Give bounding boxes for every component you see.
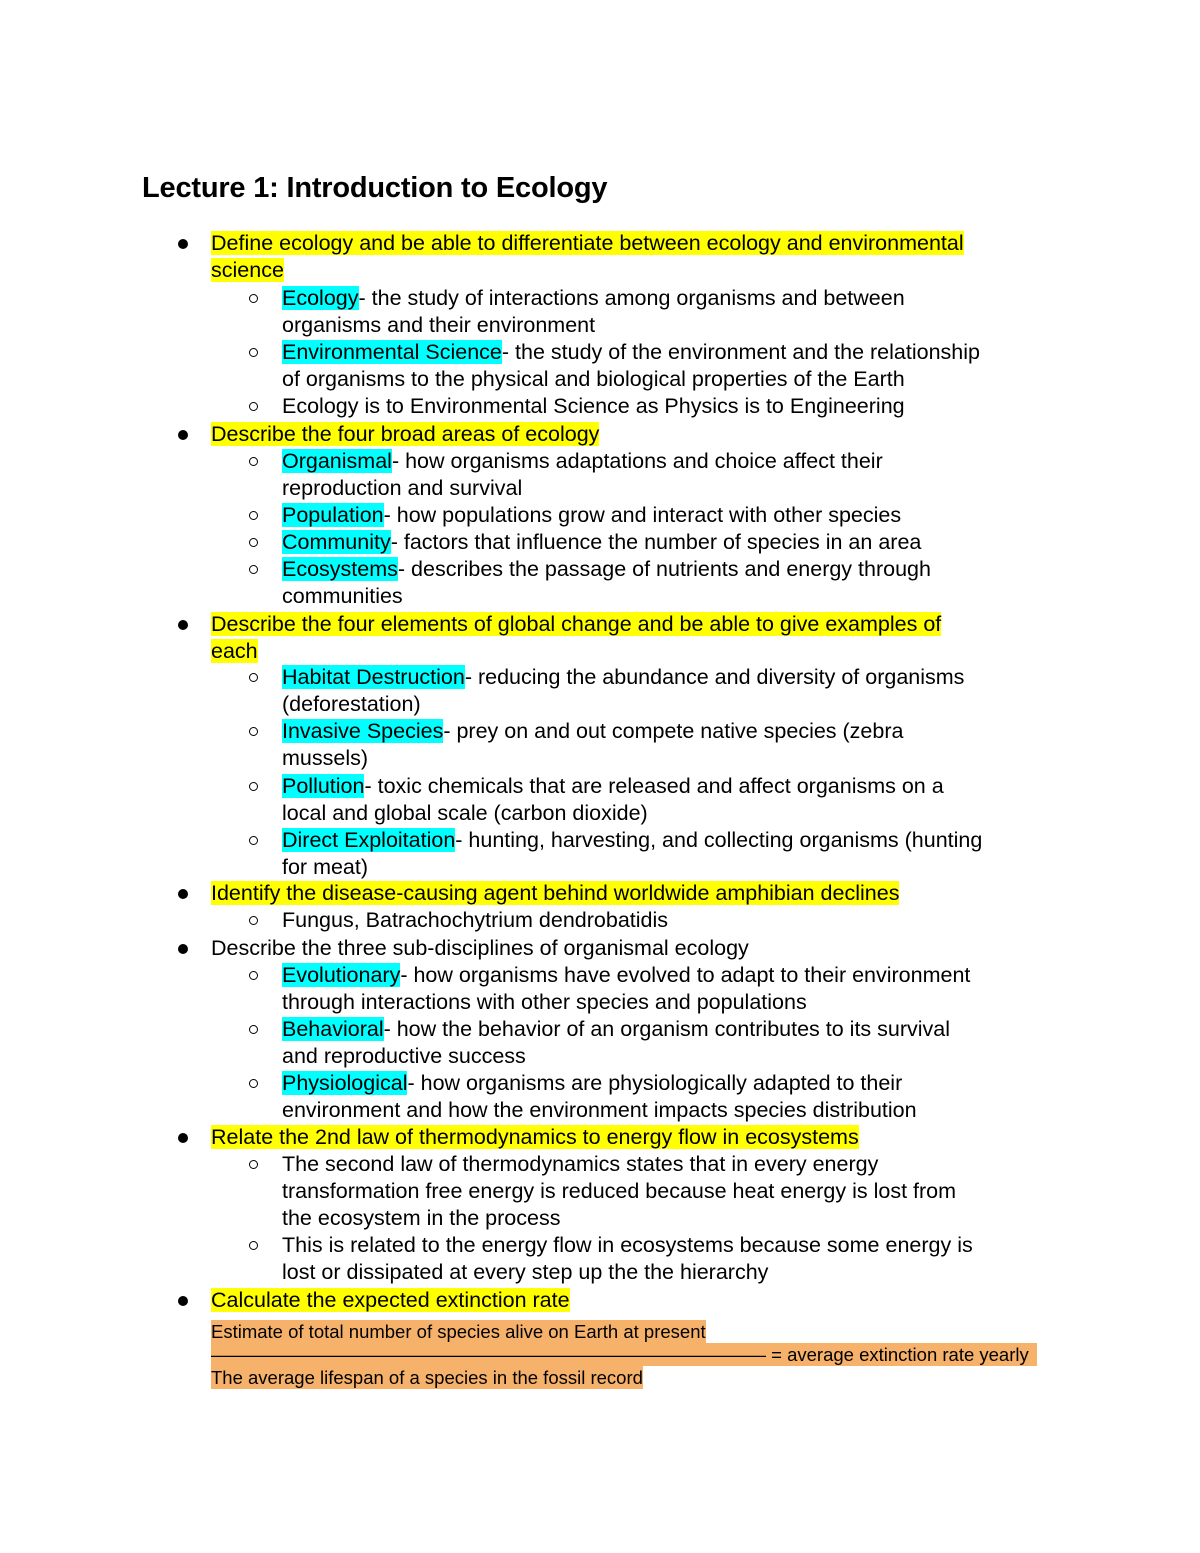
- sub-bullet-icon: [249, 294, 258, 303]
- answer-line: Pollution- toxic chemicals that are released and affect organisms on a: [282, 774, 944, 798]
- sub-bullet-icon: [249, 1079, 258, 1088]
- sub-bullet-icon: [249, 511, 258, 520]
- sub-bullet-icon: [249, 565, 258, 574]
- sub-bullet-icon: [249, 402, 258, 411]
- answer-line: for meat): [282, 855, 369, 879]
- answer-line: the ecosystem in the process: [282, 1206, 561, 1230]
- sub-bullet-icon: [249, 916, 258, 925]
- formula-fraction-bar: —————————————————————————————— = average extinction rate yearly: [211, 1343, 1037, 1366]
- answer-line: Direct Exploitation- hunting, harvesting, and collecting organisms (hunting: [282, 828, 983, 852]
- answer-line: mussels): [282, 746, 369, 770]
- sub-bullet-icon: [249, 727, 258, 736]
- term-highlight: Environmental Science: [282, 340, 502, 364]
- answer-line: Organismal- how organisms adaptations and choice affect their: [282, 449, 883, 473]
- question-line: each: [211, 639, 258, 663]
- answer-line: The second law of thermodynamics states that in every energy: [282, 1152, 879, 1176]
- sub-bullet-icon: [249, 457, 258, 466]
- term-highlight: Invasive Species: [282, 719, 444, 743]
- term-highlight: Physiological: [282, 1071, 408, 1095]
- answer-line: This is related to the energy flow in ecosystems because some energy is: [282, 1233, 973, 1257]
- answer-line: Fungus, Batrachochytrium dendrobatidis: [282, 908, 669, 932]
- answer-line: local and global scale (carbon dioxide): [282, 801, 648, 825]
- sub-bullet-icon: [249, 1160, 258, 1169]
- term-highlight: Organismal: [282, 449, 392, 473]
- bullet-icon: [178, 620, 188, 630]
- page-title: Lecture 1: Introduction to Ecology: [142, 172, 608, 204]
- sub-bullet-icon: [249, 782, 258, 791]
- bullet-icon: [178, 1296, 188, 1306]
- question-line: Describe the four broad areas of ecology: [211, 422, 600, 446]
- term-highlight: Community: [282, 530, 391, 554]
- answer-line: organisms and their environment: [282, 313, 596, 337]
- answer-line: Ecology- the study of interactions among organisms and between: [282, 286, 905, 310]
- bullet-icon: [178, 889, 188, 899]
- question-line: Describe the four elements of global change and be able to give examples of: [211, 612, 942, 636]
- answer-line: and reproductive success: [282, 1044, 526, 1068]
- formula-numerator: Estimate of total number of species alive on Earth at present: [211, 1321, 706, 1342]
- answer-line: Population- how populations grow and interact with other species: [282, 503, 902, 527]
- sub-bullet-icon: [249, 971, 258, 980]
- term-highlight: Habitat Destruction: [282, 665, 465, 689]
- bullet-icon: [178, 1133, 188, 1143]
- answer-line: Ecosystems- describes the passage of nutrients and energy through: [282, 557, 931, 581]
- term-highlight: Population: [282, 503, 384, 527]
- question-line: Describe the three sub-disciplines of organismal ecology: [211, 936, 749, 960]
- term-highlight: Evolutionary: [282, 963, 401, 987]
- sub-bullet-icon: [249, 1241, 258, 1250]
- bullet-icon: [178, 430, 188, 440]
- term-highlight: Ecosystems: [282, 557, 398, 581]
- sub-bullet-icon: [249, 538, 258, 547]
- term-highlight: Behavioral: [282, 1017, 384, 1041]
- term-highlight: Direct Exploitation: [282, 828, 456, 852]
- answer-line: Habitat Destruction- reducing the abundance and diversity of organisms: [282, 665, 965, 689]
- answer-line: Community- factors that influence the number of species in an area: [282, 530, 922, 554]
- formula-denominator: The average lifespan of a species in the fossil record: [211, 1367, 643, 1388]
- answer-line: Evolutionary- how organisms have evolved to adapt to their environment: [282, 963, 971, 987]
- answer-line: of organisms to the physical and biological properties of the Earth: [282, 367, 905, 391]
- question-line: science: [211, 258, 284, 282]
- question-line: Define ecology and be able to differentiate between ecology and environmental: [211, 231, 964, 255]
- answer-line: Invasive Species- prey on and out compete native species (zebra: [282, 719, 904, 743]
- answer-line: transformation free energy is reduced because heat energy is lost from: [282, 1179, 957, 1203]
- answer-line: communities: [282, 584, 403, 608]
- question-line: Relate the 2nd law of thermodynamics to energy flow in ecosystems: [211, 1125, 859, 1149]
- question-line: Identify the disease-causing agent behind worldwide amphibian declines: [211, 881, 900, 905]
- sub-bullet-icon: [249, 1025, 258, 1034]
- term-highlight: Ecology: [282, 286, 359, 310]
- answer-line: (deforestation): [282, 692, 421, 716]
- answer-line: lost or dissipated at every step up the the hierarchy: [282, 1260, 769, 1284]
- answer-line: Environmental Science- the study of the environment and the relationship: [282, 340, 980, 364]
- sub-bullet-icon: [249, 673, 258, 682]
- sub-bullet-icon: [249, 836, 258, 845]
- answer-line: Ecology is to Environmental Science as Physics is to Engineering: [282, 394, 905, 418]
- answer-line: environment and how the environment impacts species distribution: [282, 1098, 917, 1122]
- sub-bullet-icon: [249, 348, 258, 357]
- answer-line: Physiological- how organisms are physiologically adapted to their: [282, 1071, 903, 1095]
- bullet-icon: [178, 944, 188, 954]
- question-line: Calculate the expected extinction rate: [211, 1288, 570, 1312]
- answer-line: through interactions with other species and populations: [282, 990, 807, 1014]
- term-highlight: Pollution: [282, 774, 365, 798]
- answer-line: Behavioral- how the behavior of an organism contributes to its survival: [282, 1017, 951, 1041]
- bullet-icon: [178, 239, 188, 249]
- answer-line: reproduction and survival: [282, 476, 523, 500]
